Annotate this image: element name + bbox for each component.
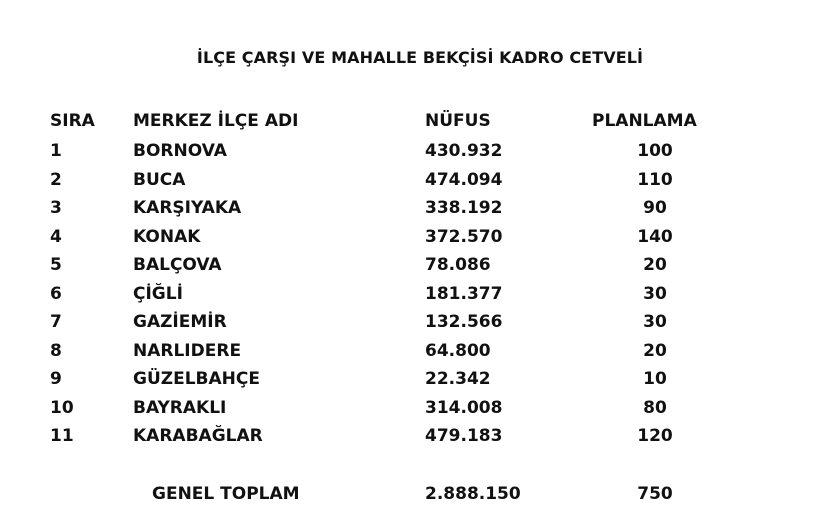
row-population: 64.800 <box>425 340 491 361</box>
total-population: 2.888.150 <box>425 484 521 504</box>
header-planning: PLANLAMA <box>592 111 697 131</box>
row-population: 479.183 <box>425 426 503 446</box>
row-planning: 140 <box>637 226 673 247</box>
row-planning: 110 <box>637 169 673 190</box>
row-sira: 2 <box>50 169 62 190</box>
row-planning: 90 <box>643 198 667 218</box>
row-sira: 6 <box>50 283 62 304</box>
row-sira: 1 <box>50 141 62 161</box>
header-population: NÜFUS <box>425 111 491 131</box>
row-planning: 30 <box>643 283 667 304</box>
row-district-name: KONAK <box>133 226 201 247</box>
row-district-name: BUCA <box>133 169 186 190</box>
row-district-name: KARABAĞLAR <box>133 426 263 446</box>
header-district-name: MERKEZ İLÇE ADI <box>133 111 299 131</box>
row-population: 474.094 <box>425 169 503 190</box>
row-sira: 11 <box>50 426 74 446</box>
row-sira: 10 <box>50 397 74 418</box>
row-population: 78.086 <box>425 255 491 275</box>
document-title: İLÇE ÇARŞI VE MAHALLE BEKÇİSİ KADRO CETVELİ <box>196 48 644 67</box>
row-district-name: BALÇOVA <box>133 255 222 275</box>
row-planning: 10 <box>643 369 667 389</box>
row-sira: 4 <box>50 226 62 247</box>
row-district-name: KARŞIYAKA <box>133 198 242 218</box>
row-district-name: BAYRAKLI <box>133 397 227 418</box>
row-planning: 80 <box>643 397 667 418</box>
header-sira: SIRA <box>50 111 95 131</box>
row-sira: 3 <box>50 198 62 218</box>
row-population: 372.570 <box>425 226 503 247</box>
row-planning: 20 <box>643 255 667 275</box>
row-sira: 8 <box>50 340 62 361</box>
row-population: 22.342 <box>425 369 491 389</box>
row-district-name: BORNOVA <box>133 141 227 161</box>
row-population: 338.192 <box>425 198 503 218</box>
row-population: 132.566 <box>425 312 503 332</box>
total-label: GENEL TOPLAM <box>152 484 300 504</box>
total-planning: 750 <box>637 484 673 504</box>
row-sira: 9 <box>50 369 62 389</box>
row-planning: 20 <box>643 340 667 361</box>
row-district-name: GÜZELBAHÇE <box>133 369 260 389</box>
row-planning: 100 <box>637 141 673 161</box>
row-population: 181.377 <box>425 283 503 304</box>
row-sira: 7 <box>50 312 62 332</box>
row-population: 430.932 <box>425 141 503 161</box>
row-planning: 30 <box>643 312 667 332</box>
row-planning: 120 <box>637 426 673 446</box>
row-district-name: ÇİĞLİ <box>133 283 183 304</box>
row-district-name: GAZİEMİR <box>133 312 227 332</box>
row-sira: 5 <box>50 255 62 275</box>
row-district-name: NARLIDERE <box>133 340 242 361</box>
row-population: 314.008 <box>425 397 503 418</box>
